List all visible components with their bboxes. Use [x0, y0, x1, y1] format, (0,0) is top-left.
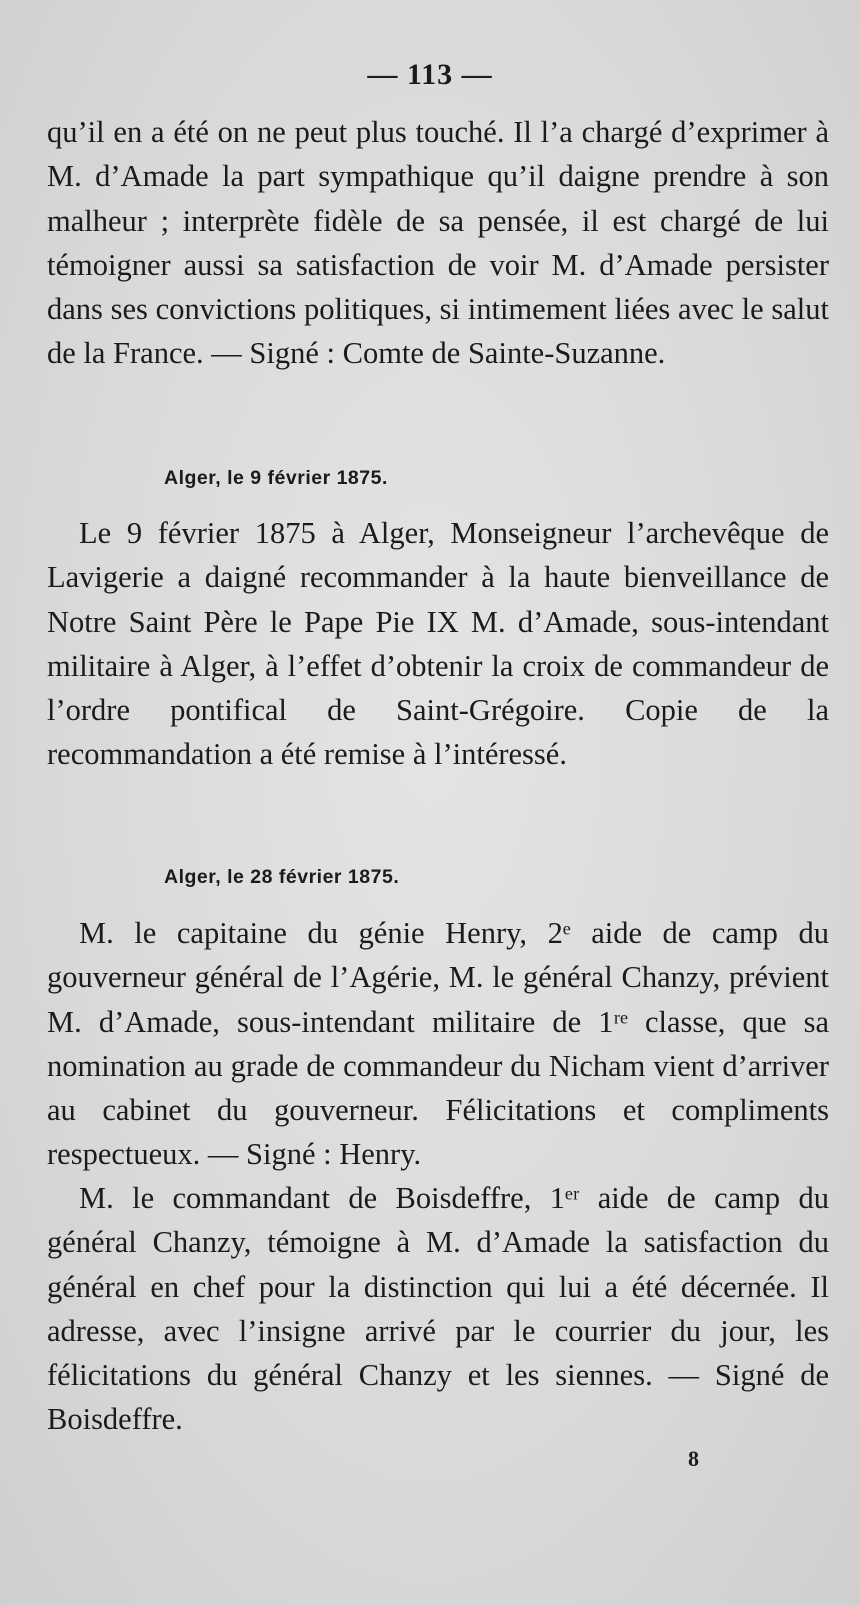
paragraph-lavigerie-recommendation: Le 9 février 1875 à Alger, Monseigneur l’archevêque de Lavigerie a daigné recommander à la haute bienveillance de Notre Saint Père le Pape Pie IX M. d’Amade, sous-intendant militaire à Alger, à l’effet d’obtenir la croix de commandeur de l’ordre pontifical de Saint-Grégoire. Copie de la recommandation a été remise à l’intéressé.	[47, 516, 829, 772]
paragraph-sainte-suzanne-letter: qu’il en a été on ne peut plus touché. Il l’a chargé d’exprimer à M. d’Amade la part sympathique qu’il daigne prendre à son malheur ; interprète fidèle de sa pensée, il est chargé de lui témoigner aussi sa satisfaction de voir M. d’Amade persister dans ses convictions politiques, si intimement liées avec le salut de la France. — Signé : Comte de Sainte-Suzanne.	[47, 115, 829, 371]
paragraph-boisdeffre-letter: M. le commandant de Boisdeffre, 1ᵉʳ aide de camp du général Chanzy, témoigne à M. d’Amade la satisfaction du général en chef pour la distinction qui lui a été décernée. Il adresse, avec l’insigne arrivé par le courrier du jour, les félicitations du général Chanzy et les siennes. — Signé de Boisdeffre.	[47, 1181, 829, 1437]
dateline-9-fevrier: Alger, le 9 février 1875.	[164, 467, 388, 489]
dateline-28-fevrier: Alger, le 28 février 1875.	[164, 866, 400, 888]
page-number: — 113 —	[367, 58, 493, 91]
paragraph-henry-notice: M. le capitaine du génie Henry, 2ᵉ aide de camp du gouverneur général de l’Agérie, M. le général Chanzy, prévient M. d’Amade, sous-intendant militaire de 1ʳᵉ classe, que sa nomination au grade de commandeur du Nicham vient d’arriver au cabinet du gouverneur. Félicitations et compliments respectueux. — Signé : Henry.	[47, 916, 829, 1172]
sheet-signature: 8	[688, 1446, 699, 1471]
